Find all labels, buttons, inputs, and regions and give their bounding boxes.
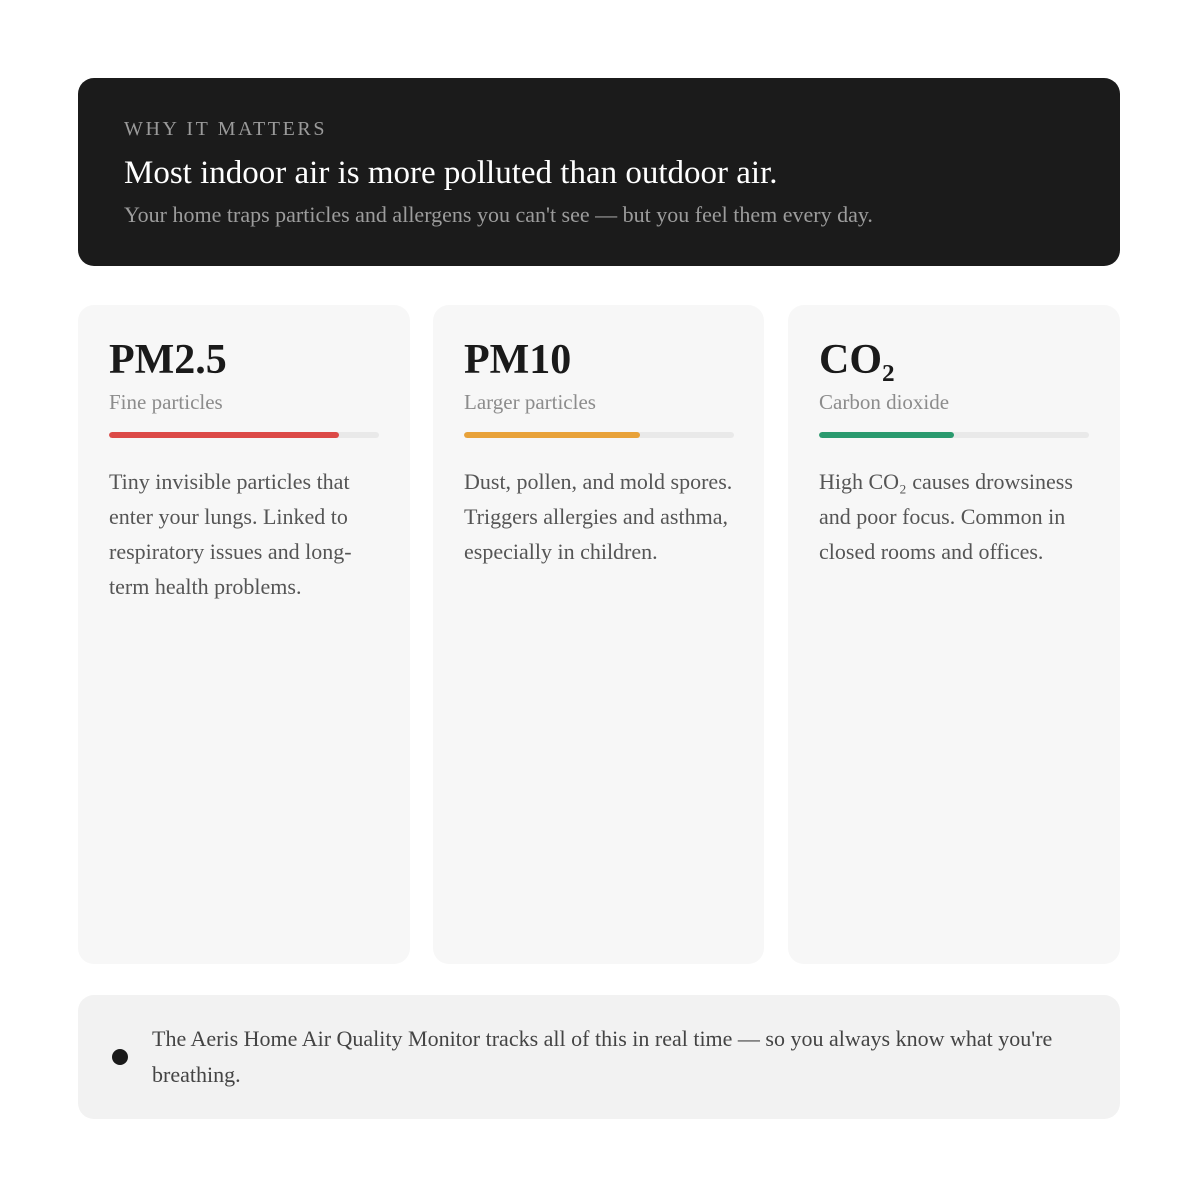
headline: Most indoor air is more polluted than outdoor air. [124, 155, 778, 191]
card-description: Tiny invisible particles that enter your lungs. Linked to respiratory issues and long-term health problems. [109, 469, 352, 599]
level-bar [464, 432, 734, 438]
product-callout [78, 995, 1120, 1119]
pollutant-card-pm10 [433, 305, 764, 964]
level-bar-fill [464, 432, 640, 438]
card-title: PM10 [464, 337, 572, 383]
level-bar-fill [109, 432, 339, 438]
pollutant-cards [78, 305, 1120, 964]
card-subtitle: Carbon dioxide [819, 390, 950, 414]
bullet-dot-icon [112, 1049, 128, 1065]
pollutant-card-co2 [788, 305, 1120, 964]
subheadline: Your home traps particles and allergens you can't see — but you feel them every day. [124, 202, 873, 227]
why-it-matters-banner [78, 78, 1120, 266]
level-bar-fill [819, 432, 954, 438]
level-bar [819, 432, 1089, 438]
card-description: Dust, pollen, and mold spores. Triggers allergies and asthma, especially in children. [464, 469, 733, 564]
eyebrow-label: WHY IT MATTERS [124, 118, 328, 140]
card-title: PM2.5 [109, 337, 227, 383]
pollutant-card-pm25 [78, 305, 410, 964]
callout-text: The Aeris Home Air Quality Monitor tracks all of this in real time — so you always know what you're breathing. [152, 1026, 1053, 1087]
card-subtitle: Fine particles [109, 390, 223, 414]
card-subtitle: Larger particles [464, 390, 596, 414]
card-description: High CO₂ causes drowsiness and poor focus. Common in closed rooms and offices. [819, 469, 1073, 564]
card-title: CO₂ [819, 337, 895, 383]
level-bar [109, 432, 379, 438]
